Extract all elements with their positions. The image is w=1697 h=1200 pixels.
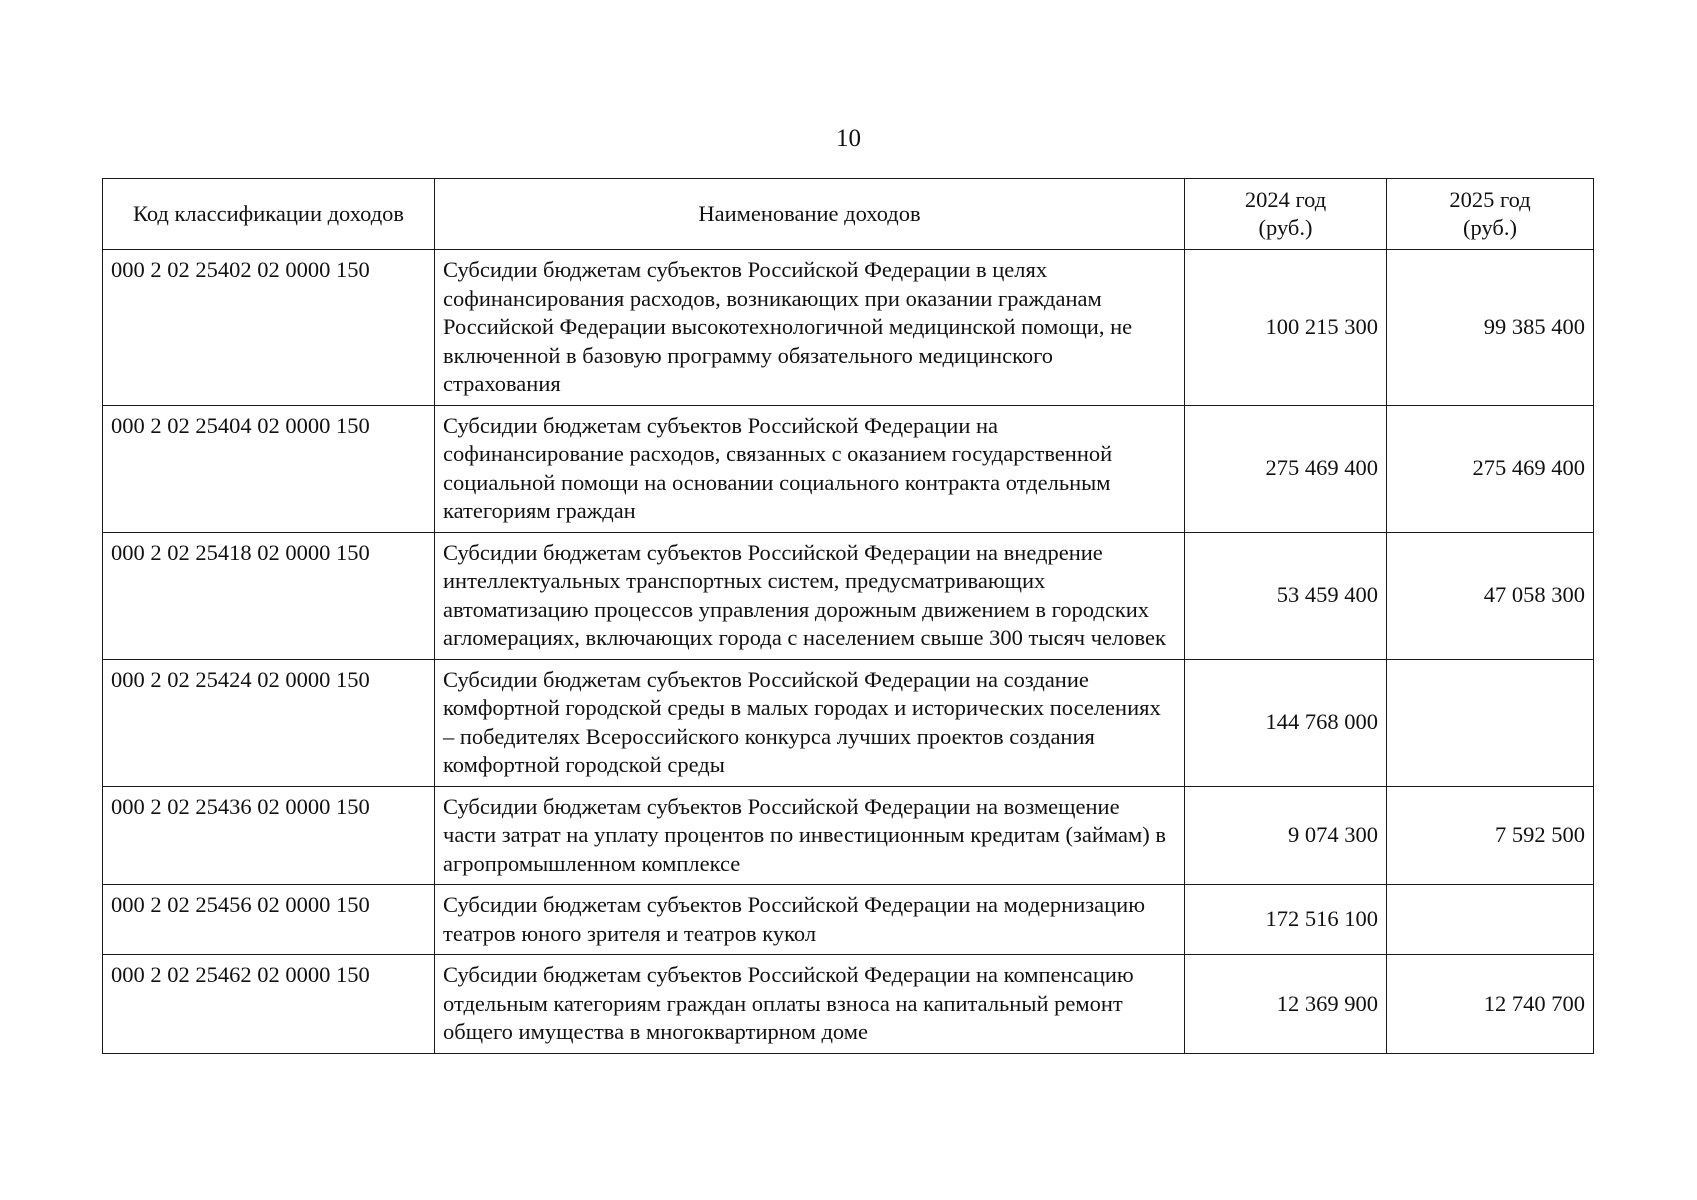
- amount-2025: 12 740 700: [1387, 955, 1594, 1054]
- income-table: [102, 178, 1594, 1054]
- amount-2025: 7 592 500: [1387, 786, 1594, 885]
- income-name: Субсидии бюджетам субъектов Российской Федерации на возмещение части затрат на уплату процентов по инвестиционным кредитам (займам) в агропромышленном комплексе: [435, 786, 1185, 885]
- income-name: Субсидии бюджетам субъектов Российской Федерации на создание комфортной городской среды в малых городах и исторических поселениях – победителях Всероссийского конкурса лучших проектов создания комфортной городской среды: [435, 659, 1185, 786]
- header-year-2024-unit: (руб.): [1258, 215, 1313, 240]
- header-year-2024: [1185, 179, 1387, 250]
- amount-2024: 9 074 300: [1185, 786, 1387, 885]
- header-code: Код классификации доходов: [103, 179, 435, 250]
- amount-2025: [1387, 885, 1594, 955]
- income-name: Субсидии бюджетам субъектов Российской Федерации на модернизацию театров юного зрителя и театров кукол: [435, 885, 1185, 955]
- amount-2024: 12 369 900: [1185, 955, 1387, 1054]
- income-name: Субсидии бюджетам субъектов Российской Федерации на внедрение интеллектуальных транспортных систем, предусматривающих автоматизацию процессов управления дорожным движением в городских агломерациях, включающих города с населением свыше 300 тысяч человек: [435, 532, 1185, 659]
- income-code: 000 2 02 25404 02 0000 150: [103, 405, 435, 532]
- income-code: 000 2 02 25456 02 0000 150: [103, 885, 435, 955]
- table-row: [103, 659, 1594, 786]
- income-code: 000 2 02 25418 02 0000 150: [103, 532, 435, 659]
- header-name: Наименование доходов: [435, 179, 1185, 250]
- income-name: Субсидии бюджетам субъектов Российской Федерации на софинансирование расходов, связанных с оказанием государственной социальной помощи на основании социального контракта отдельным категориям граждан: [435, 405, 1185, 532]
- table-row: [103, 250, 1594, 406]
- income-code: 000 2 02 25462 02 0000 150: [103, 955, 435, 1054]
- header-year-2025-label: 2025 год: [1449, 186, 1531, 212]
- amount-2024: 275 469 400: [1185, 405, 1387, 532]
- income-code: 000 2 02 25402 02 0000 150: [103, 250, 435, 406]
- table-row: [103, 532, 1594, 659]
- amount-2025: 275 469 400: [1387, 405, 1594, 532]
- income-code: 000 2 02 25436 02 0000 150: [103, 786, 435, 885]
- table-row: [103, 405, 1594, 532]
- page-number: 10: [836, 125, 861, 152]
- income-name: Субсидии бюджетам субъектов Российской Федерации на компенсацию отдельным категориям граждан оплаты взноса на капитальный ремонт общего имущества в многоквартирном доме: [435, 955, 1185, 1054]
- amount-2025: 99 385 400: [1387, 250, 1594, 406]
- header-year-2025: [1387, 179, 1594, 250]
- header-year-2024-label: 2024 год: [1244, 186, 1327, 212]
- income-code: 000 2 02 25424 02 0000 150: [103, 659, 435, 786]
- amount-2025: [1387, 659, 1594, 786]
- amount-2025: 47 058 300: [1387, 532, 1594, 659]
- table-row: [103, 885, 1594, 955]
- amount-2024: 144 768 000: [1185, 659, 1387, 786]
- amount-2024: 53 459 400: [1185, 532, 1387, 659]
- table-header-row: [103, 179, 1594, 250]
- amount-2024: 100 215 300: [1185, 250, 1387, 406]
- header-year-2025-unit: (руб.): [1463, 215, 1517, 240]
- amount-2024: 172 516 100: [1185, 885, 1387, 955]
- table-row: [103, 955, 1594, 1054]
- table-row: [103, 786, 1594, 885]
- income-name: Субсидии бюджетам субъектов Российской Федерации в целях софинансирования расходов, возникающих при оказании гражданам Российской Федерации высокотехнологичной медицинской помощи, не включенной в базовую программу обязательного медицинского страхования: [435, 250, 1185, 406]
